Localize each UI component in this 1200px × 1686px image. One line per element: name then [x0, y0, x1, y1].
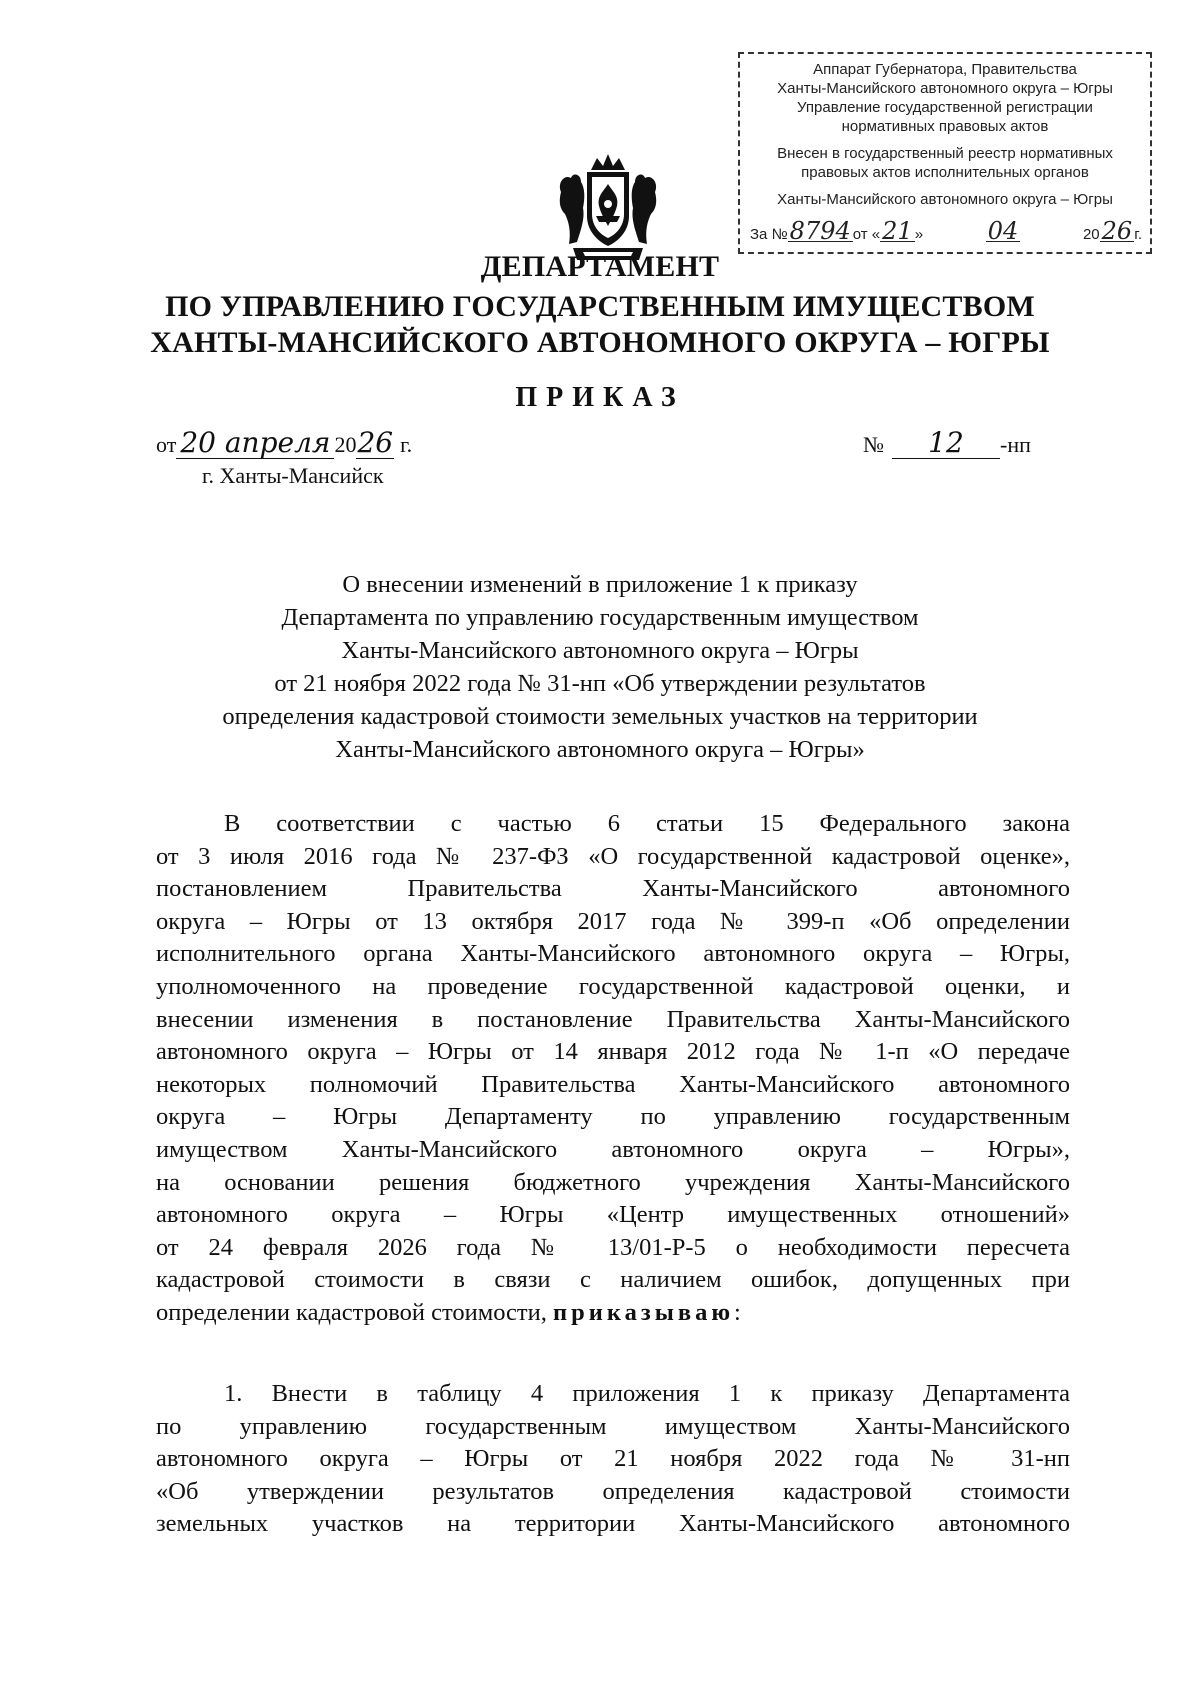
order-verb: приказываю [553, 1298, 735, 1326]
body-line: 1. Внести в таблицу 4 приложения 1 к приказу Департамента [224, 1380, 1070, 1407]
stamp-line: Ханты-Мансийского автономного округа – Югры [777, 191, 1113, 208]
registration-stamp [738, 52, 1152, 254]
body-paragraph-1 [156, 808, 1070, 1330]
number-suffix: -нп [1000, 432, 1031, 457]
body-line: на основании решения бюджетного учреждения Ханты-Мансийского [156, 1168, 1070, 1196]
subject-line: определения кадастровой стоимости земельных участков на территории [222, 703, 978, 730]
stamp-reg-month: 04 [987, 217, 1019, 245]
body-line-last [156, 1297, 1070, 1330]
order-date [156, 428, 412, 459]
department-subtitle: ПО УПРАВЛЕНИЮ ГОСУДАРСТВЕННЫМ ИМУЩЕСТВОМ [165, 290, 1035, 323]
date-year: 26 [357, 426, 394, 459]
order-title: ПРИКАЗ [515, 382, 685, 413]
stamp-registration-row [750, 217, 1143, 245]
number-prefix: № [863, 432, 884, 457]
stamp-line: Ханты-Мансийского автономного округа – Югры [777, 80, 1113, 97]
subject-line: Департамента по управлению государственным имуществом [281, 604, 919, 631]
body-line: по управлению государственным имуществом Ханты-Мансийского [156, 1412, 1070, 1440]
stamp-reg-year: 26 [1101, 217, 1133, 245]
stamp-reg-number: 8794 [789, 217, 851, 245]
body-line: от 24 февраля 2026 года № 13/01-Р-5 о необходимости пересчета [156, 1233, 1070, 1261]
stamp-reg-suffix: г. [1134, 226, 1143, 243]
stamp-reg-ot: от « [852, 226, 881, 243]
stamp-line: Внесен в государственный реестр нормативных [777, 145, 1113, 162]
body-line: имуществом Ханты-Мансийского автономного округа – Югры», [156, 1135, 1070, 1163]
stamp-line: Аппарат Губернатора, Правительства [813, 61, 1077, 78]
body-line: округа – Югры от 13 октября 2017 года № 399-п «Об определении [156, 907, 1070, 935]
subject-line: О внесении изменений в приложение 1 к приказу [342, 571, 858, 598]
body-line: округа – Югры Департаменту по управлению государственным [156, 1103, 1070, 1131]
body-line: автономного округа – Югры «Центр имущественных отношений» [156, 1201, 1070, 1229]
body-line: «Об утверждении результатов определения кадастровой стоимости [156, 1477, 1070, 1505]
body-line: от 3 июля 2016 года № 237-ФЗ «О государственной кадастровой оценке», [156, 842, 1070, 870]
stamp-reg-mid: » [914, 226, 924, 243]
body-last-end: : [734, 1298, 741, 1326]
order-place: г. Ханты-Мансийск [202, 463, 384, 488]
body-line: внесении изменения в постановление Правительства Ханты-Мансийского [156, 1005, 1070, 1033]
date-prefix: от [156, 432, 177, 457]
subject-line: Ханты-Мансийского автономного округа – Югры» [335, 736, 865, 763]
stamp-reg-day: 21 [882, 217, 913, 245]
date-day-month: 20 апреля [176, 428, 334, 459]
body-line: постановлением Правительства Ханты-Мансийского автономного [156, 875, 1070, 903]
number-value: 12 [892, 428, 1000, 459]
subject-line: от 21 ноября 2022 года № 31-нп «Об утверждении результатов [274, 670, 926, 697]
coat-of-arms-icon [555, 152, 661, 266]
body-last-text: определении кадастровой стоимости, [156, 1298, 547, 1326]
stamp-line: правовых актов исполнительных органов [801, 164, 1089, 181]
date-suffix: г. [400, 432, 413, 457]
body-line: автономного округа – Югры от 21 ноября 2022 года № 31-нп [156, 1445, 1070, 1473]
department-title: ДЕПАРТАМЕНТ [480, 250, 720, 283]
subject-line: Ханты-Мансийского автономного округа – Югры [341, 637, 859, 664]
body-line: уполномоченного на проведение государственной кадастровой оценки, и [156, 972, 1070, 1000]
stamp-line: Управление государственной регистрации [797, 99, 1093, 116]
stamp-reg-year-prefix: 20 [1082, 226, 1100, 243]
body-line: автономного округа – Югры от 14 января 2012 года № 1-п «О передаче [156, 1038, 1070, 1066]
stamp-line: нормативных правовых актов [841, 118, 1049, 135]
department-region: ХАНТЫ-МАНСИЙСКОГО АВТОНОМНОГО ОКРУГА – ЮГРЫ [150, 326, 1050, 359]
body-line: исполнительного органа Ханты-Мансийского автономного округа – Югры, [156, 940, 1070, 968]
body-line: некоторых полномочий Правительства Ханты-Мансийского автономного [156, 1070, 1070, 1098]
order-subject [120, 568, 1080, 766]
body-line: кадастровой стоимости в связи с наличием ошибок, допущенных при [156, 1266, 1070, 1294]
stamp-reg-prefix: За № [750, 226, 788, 243]
order-number [863, 428, 1031, 459]
body-line: земельных участков на территории Ханты-Мансийского автономного [156, 1510, 1070, 1538]
date-year-prefix: 20 [334, 432, 357, 457]
body-line: В соответствии с частью 6 статьи 15 Федерального закона [224, 810, 1070, 837]
body-paragraph-2 [156, 1378, 1070, 1541]
